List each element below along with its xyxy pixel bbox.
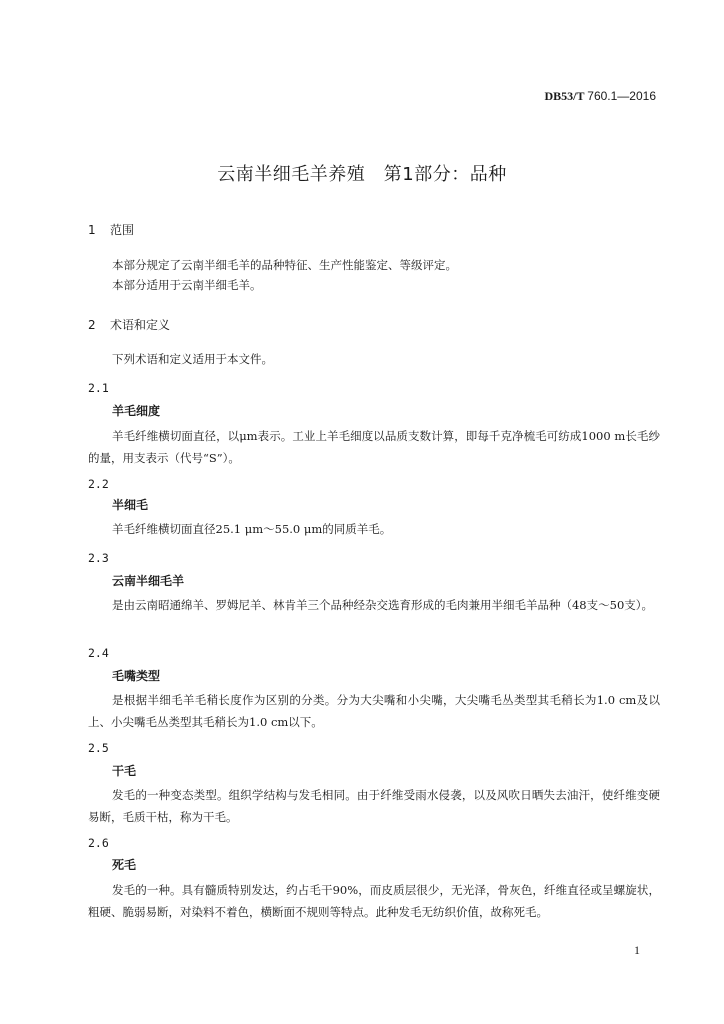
terms-intro: 下列术语和定义适用于本文件。 [112, 352, 273, 366]
term-number: 2.1 [88, 381, 109, 395]
term-number: 2.3 [88, 551, 109, 565]
term-number: 2.6 [88, 836, 109, 850]
section-number: 1 [88, 223, 96, 237]
scope-paragraph-1: 本部分规定了云南半细毛羊的品种特征、生产性能鉴定、等级评定。 [112, 258, 457, 272]
term-definition: 羊毛纤维横切面直径25.1 μm～55.0 μm的同质羊毛。 [112, 522, 392, 536]
standard-prefix: DB53/T [544, 89, 585, 103]
section-title: 范围 [110, 223, 135, 237]
term-definition: 发毛的一种变态类型。组织学结构与发毛相同。由于纤维受雨水侵袭，以及风吹日晒失去油汗，使纤维变硬易断，毛质干枯，称为干毛。 [88, 788, 660, 824]
term-number: 2.5 [88, 741, 109, 755]
section-number: 2 [88, 318, 96, 332]
term-name: 半细毛 [112, 498, 149, 512]
term-number: 2.4 [88, 646, 109, 660]
document-title: 云南半细毛羊养殖 第1部分：品种 [217, 164, 507, 185]
term-name: 云南半细毛羊 [112, 574, 185, 588]
section-heading-terms [88, 316, 170, 333]
term-definition: 羊毛纤维横切面直径，以μm表示。工业上羊毛细度以品质支数计算，即每千克净梳毛可纺成1000 m长毛纱的量，用支表示（代号“S”）。 [88, 429, 660, 465]
term-number: 2.2 [88, 477, 109, 491]
standard-number [544, 89, 656, 104]
term-definition: 是由云南昭通绵羊、罗姆尼羊、林肯羊三个品种经杂交选育形成的毛肉兼用半细毛羊品种（48支～50支）。 [112, 598, 654, 612]
term-name: 羊毛细度 [112, 404, 161, 418]
term-definition: 发毛的一种。具有髓质特别发达，约占毛干90%，而皮质层很少，无光泽，骨灰色，纤维直径或呈螺旋状，粗硬、脆弱易断，对染料不着色，横断面不规则等特点。此种发毛无纺织价值，故称死毛。 [88, 883, 660, 919]
term-name: 干毛 [112, 764, 137, 778]
standard-code: 760.1—2016 [587, 89, 656, 103]
section-heading-scope [88, 221, 134, 238]
term-name: 死毛 [112, 858, 137, 872]
term-definition: 是根据半细毛羊毛稍长度作为区别的分类。分为大尖嘴和小尖嘴，大尖嘴毛丛类型其毛稍长为1.0 cm及以上、小尖嘴毛丛类型其毛稍长为1.0 cm以下。 [88, 693, 660, 729]
term-name: 毛嘴类型 [112, 669, 161, 683]
section-title: 术语和定义 [110, 318, 171, 332]
page-number: 1 [634, 943, 640, 957]
scope-paragraph-2: 本部分适用于云南半细毛羊。 [112, 278, 262, 292]
